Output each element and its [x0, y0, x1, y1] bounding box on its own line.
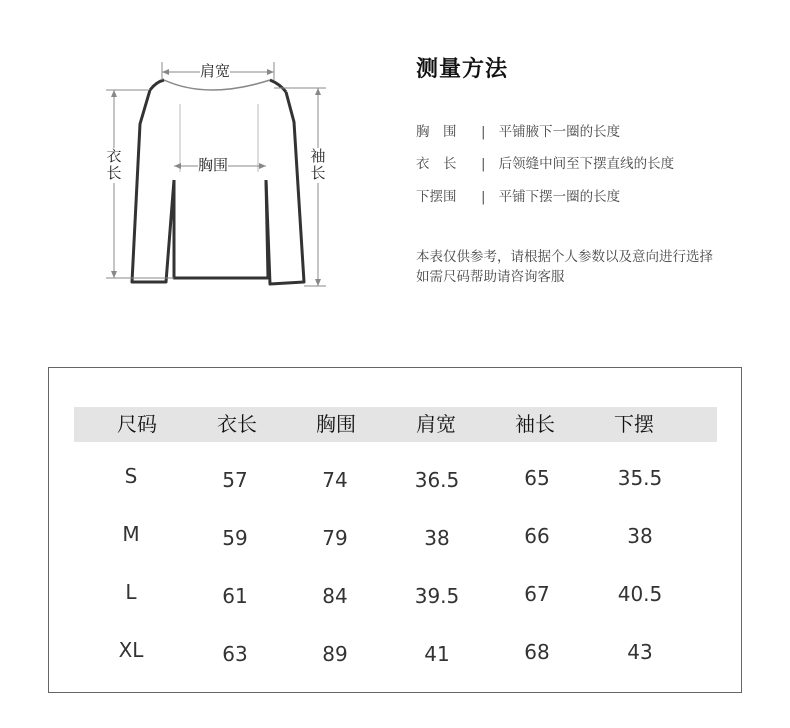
method-row-key: 衣 长: [416, 156, 457, 172]
method-row-separator: |: [481, 156, 486, 172]
disclaimer-note: 本表仅供参考，请根据个人参数以及意向进行选择: [416, 249, 713, 265]
header-sleeve: 袖长: [515, 412, 555, 436]
cell-hem: 38: [627, 524, 653, 548]
cell-shoulder: 39.5: [414, 584, 460, 608]
cell-hem: 40.5: [617, 582, 663, 606]
garment-diagram: [98, 52, 338, 297]
cell-shoulder: 41: [424, 642, 450, 666]
method-row-key: 胸 围: [416, 124, 457, 140]
cell-sleeve: 66: [524, 524, 550, 548]
method-row-hem: [416, 185, 620, 205]
cell-size: L: [125, 580, 137, 604]
method-title: 测量方法: [416, 57, 509, 82]
header-hem: 下摆: [614, 412, 654, 436]
sleeve-label: 袖长: [310, 147, 326, 183]
cell-chest: 84: [322, 584, 348, 608]
cell-sleeve: 68: [524, 640, 550, 664]
shoulder-width-label: 肩宽: [200, 62, 231, 80]
cell-sleeve: 65: [524, 466, 550, 490]
cell-chest: 89: [322, 642, 348, 666]
method-row-desc: 后领缝中间至下摆直线的长度: [498, 156, 675, 172]
header-length: 衣长: [217, 412, 257, 436]
method-row-separator: |: [481, 189, 486, 205]
method-row-separator: |: [481, 124, 486, 140]
cell-length: 59: [222, 526, 248, 550]
cell-hem: 35.5: [617, 466, 663, 490]
cell-size: M: [122, 522, 140, 546]
method-row-length: [416, 152, 674, 172]
method-row-desc: 平铺下摆一圈的长度: [498, 189, 621, 205]
method-row-chest: [416, 120, 620, 140]
cell-chest: 74: [322, 468, 348, 492]
header-shoulder: 肩宽: [416, 412, 456, 436]
shirt-outline-icon: [98, 52, 338, 297]
cell-length: 57: [222, 468, 248, 492]
help-note: 如需尺码帮助请咨询客服: [416, 269, 565, 285]
method-row-desc: 平铺腋下一圈的长度: [498, 124, 621, 140]
cell-length: 61: [222, 584, 248, 608]
header-chest: 胸围: [316, 412, 356, 436]
cell-size: S: [124, 464, 138, 488]
cell-shoulder: 36.5: [414, 468, 460, 492]
header-size: 尺码: [117, 412, 157, 436]
length-label: 衣长: [106, 147, 122, 183]
method-row-key: 下摆围: [416, 189, 457, 205]
cell-length: 63: [222, 642, 248, 666]
cell-shoulder: 38: [424, 526, 450, 550]
cell-hem: 43: [627, 640, 653, 664]
chest-label: 胸围: [198, 156, 229, 174]
cell-size: XL: [118, 638, 144, 662]
cell-sleeve: 67: [524, 582, 550, 606]
cell-chest: 79: [322, 526, 348, 550]
